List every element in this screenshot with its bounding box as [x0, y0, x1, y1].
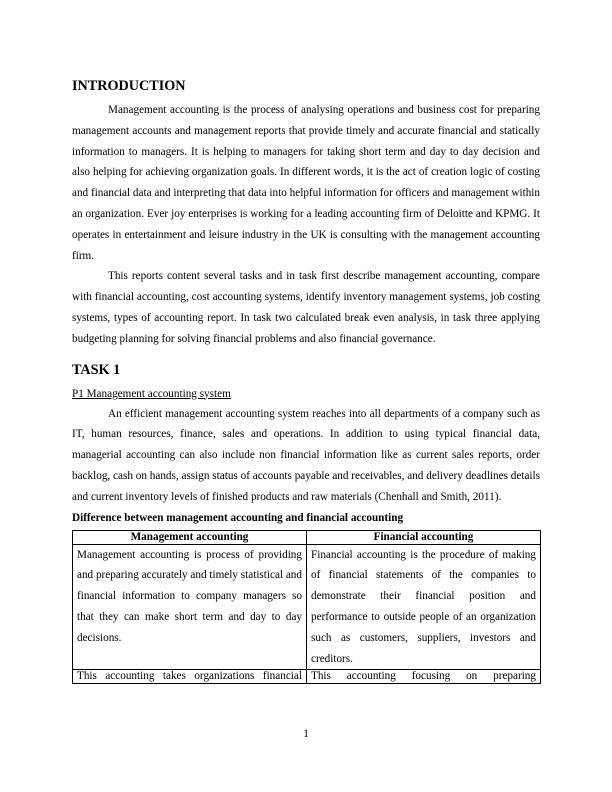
cell-text: This accounting takes organizations financial: [77, 670, 302, 683]
cell-text: This accounting focusing on preparing: [311, 670, 536, 683]
comparison-table: [72, 530, 541, 685]
table-row-partial: [73, 670, 541, 684]
table-cell-management: [73, 670, 307, 684]
page-number: 1: [303, 728, 309, 740]
task1-paragraph: An efficient management accounting system reaches into all departments of a company such as IT, human resources, finance, sales and operations. In addition to using typical financial data, managerial accounting can also include non financial information like as current sales reports, order backlog, cash on hands, assign status of accounts payable and receivables, and delivery deadlines details and current inventory levels of finished products and raw materials (Chenhall and Smith, 2011).: [72, 407, 540, 503]
column-header-management: Management accounting: [73, 530, 307, 544]
table-cell-management: Management accounting is process of providing and preparing accurately and timely statistical and financial information to company managers so that they can make short term and day to day decisions.: [73, 544, 307, 670]
section-spacer: [72, 350, 540, 360]
task1-heading: TASK 1: [72, 361, 121, 378]
introduction-paragraph-1: Management accounting is the process of analysing operations and business cost for preparing management accounts and management reports that provide timely and accurate financial and statically information to managers. It is helping to managers for taking short term and day to day decision and also helping for achieving organization goals. In different words, it is the act of creation logic of costing and financial data and interpreting that data into helpful information for officers and management within an organization. Ever joy enterprises is working for a leading accounting firm of Deloitte and KPMG. It operates in entertainment and leisure industry in the UK is consulting with the management accounting firm.: [72, 104, 540, 262]
introduction-heading: INTRODUCTION: [72, 78, 186, 94]
table-title: Difference between management accounting and financial accounting: [72, 511, 404, 524]
table-cell-financial: [307, 670, 541, 684]
table-cell-financial: Financial accounting is the procedure of making of financial statements of the companies to demonstrate their financial position and performance to outside people of an organization such as customers, suppliers, investors and creditors.: [307, 544, 541, 670]
page-content: [72, 76, 540, 684]
task1-subheading: P1 Management accounting system: [72, 387, 231, 400]
column-header-financial: Financial accounting: [307, 530, 541, 544]
table-row: [73, 544, 541, 670]
table-header-row: [73, 530, 541, 544]
introduction-paragraph-2: This reports content several tasks and in task first describe management accounting, compare with financial accounting, cost accounting systems, identify inventory management systems, job costing systems, types of accounting report. In task two calculated break even analysis, in task three applying budgeting planning for solving financial problems and also financial governance.: [72, 270, 540, 345]
